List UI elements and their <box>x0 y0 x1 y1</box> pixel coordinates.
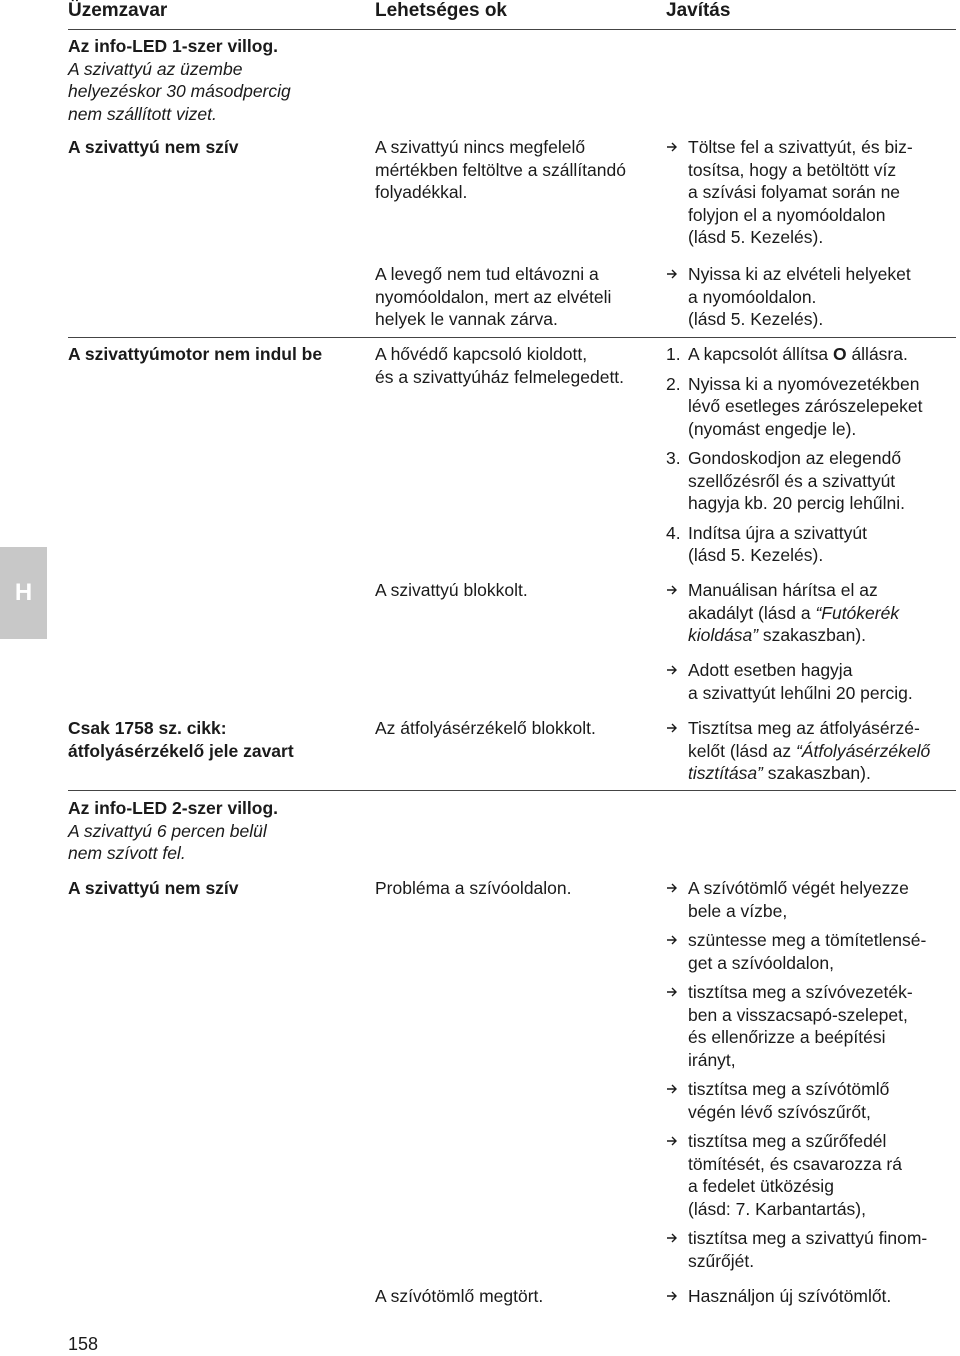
text-line: hagyja kb. 20 percig lehűlni. <box>688 493 905 513</box>
text-line: A hővédő kapcsoló kioldott, <box>375 344 588 364</box>
fix-item <box>666 981 956 1071</box>
step-number: 3. <box>666 448 681 468</box>
cause-text <box>375 263 665 331</box>
text-line: ben a visszacsapó-szelepet, <box>688 1004 908 1025</box>
cause-text: Az átfolyásérzékelő blokkolt. <box>375 718 596 738</box>
text-line: helyek le vannak zárva. <box>375 309 558 329</box>
right-arrow-icon <box>666 1135 678 1147</box>
text-line: A levegő nem tud eltávozni a <box>375 264 599 284</box>
step-item <box>666 343 956 366</box>
text-line: és ellenőrizze a beépítési <box>688 1027 886 1047</box>
fix-item <box>666 1078 956 1123</box>
row-divider <box>68 790 956 791</box>
text-line: tisztítsa meg a szivattyú finom- <box>688 1228 928 1248</box>
text-line: (lásd: 7. Karbantartás), <box>688 1198 866 1219</box>
column-header-fix: Javítás <box>666 0 731 21</box>
step-item <box>666 373 956 441</box>
text-line: tömítését, és csavarozza rá <box>688 1153 902 1174</box>
right-arrow-icon <box>666 1083 678 1095</box>
step-item <box>666 447 956 515</box>
step-number: 1. <box>666 344 681 364</box>
cause-text: Probléma a szívóoldalon. <box>375 878 572 898</box>
text-line: Indítsa újra a szivattyút <box>688 522 867 543</box>
text-line: szellőzésről és a szivattyút <box>688 470 896 491</box>
fix-list <box>666 877 956 1272</box>
fix-item <box>666 717 956 785</box>
right-arrow-icon <box>666 1232 678 1244</box>
right-arrow-icon <box>666 934 678 946</box>
section-reference: tisztítása” <box>688 763 763 783</box>
fix-item <box>666 136 956 249</box>
text-line: Gondoskodjon az elegendő <box>688 448 902 468</box>
text-line: szakaszban). <box>762 763 871 783</box>
text-line: Manuálisan hárítsa el az <box>688 580 878 600</box>
text-line: get a szívóoldalon, <box>688 952 834 973</box>
text-line: a fedelet ütközésig <box>688 1176 834 1196</box>
step-number: 2. <box>666 373 681 394</box>
fault-label: A szivattyú nem szív <box>68 137 239 157</box>
section-reference: “Futókerék <box>815 602 900 623</box>
section-desc: A szivattyú az üzembe <box>68 58 243 79</box>
section-desc: A szivattyú 6 percen belül <box>68 820 267 841</box>
fix-item <box>666 263 956 331</box>
section-info-led-1 <box>68 35 358 125</box>
right-arrow-icon <box>666 882 678 894</box>
text-line: irányt, <box>688 1049 736 1070</box>
fix-item <box>666 929 956 974</box>
text-line: A kapcsolót állítsa <box>688 344 833 364</box>
fix-item <box>666 579 956 647</box>
right-arrow-icon <box>666 722 678 734</box>
step-number: 4. <box>666 522 681 543</box>
fault-label: A szivattyú nem szív <box>68 878 239 898</box>
text-line: bele a vízbe, <box>688 900 788 921</box>
section-reference: “Átfolyásérzékelő <box>795 740 931 761</box>
right-arrow-icon <box>666 584 678 596</box>
page-number: 158 <box>68 1334 99 1354</box>
section-desc: nem szívott fel. <box>68 843 186 863</box>
text-line: Tisztítsa meg az átfolyásérzé- <box>688 718 920 738</box>
text-line: a szivattyút lehűlni 20 percig. <box>688 682 913 703</box>
cause-text: A szívótömlő megtört. <box>375 1286 544 1306</box>
text-line: és a szivattyúház felmelegedett. <box>375 366 625 387</box>
text-line: végén lévő szívószűrőt, <box>688 1101 871 1122</box>
text-line: állásra. <box>846 344 908 364</box>
text-line: szüntesse meg a tömítetlensé- <box>688 930 927 950</box>
text-line: a szívási folyamat során ne <box>688 182 901 202</box>
text-line: nyomóoldalon, mert az elvételi <box>375 286 612 307</box>
text-line: tisztítsa meg a szívóvezeték- <box>688 982 913 1002</box>
text-line: a nyomóoldalon. <box>688 286 817 307</box>
row-divider <box>68 337 956 338</box>
text-line: Használjon új szívótömlőt. <box>688 1286 892 1306</box>
text-line: tosítsa, hogy a betöltött víz <box>688 159 897 180</box>
language-tab <box>0 547 47 639</box>
fix-steps <box>666 343 956 567</box>
section-desc: nem szállított vizet. <box>68 103 217 124</box>
right-arrow-icon <box>666 1290 678 1302</box>
column-header-cause: Lehetséges ok <box>375 0 507 21</box>
fault-label <box>68 717 294 762</box>
right-arrow-icon <box>666 986 678 998</box>
header-divider <box>68 29 956 30</box>
text-line: tisztítsa meg a szívótömlő <box>688 1079 890 1099</box>
fault-label: A szivattyúmotor nem indul be <box>68 344 323 364</box>
text-line: Nyissa ki a nyomóvezetékben <box>688 373 920 394</box>
text-line: A szívótömlő végét helyezze <box>688 878 909 898</box>
right-arrow-icon <box>666 141 678 153</box>
text-line: Csak 1758 sz. cikk: <box>68 718 227 738</box>
right-arrow-icon <box>666 268 678 280</box>
text-line: (nyomást engedje le). <box>688 418 857 439</box>
fix-item <box>666 877 956 922</box>
section-title: Az info-LED 2-szer villog. <box>68 798 279 818</box>
text-line: szakaszban). <box>758 625 867 645</box>
text-line: tisztítsa meg a szűrőfedél <box>688 1131 887 1151</box>
text-line: (lásd 5. Kezelés). <box>688 545 824 565</box>
cause-text <box>375 136 665 204</box>
text-line: mértékben feltöltve a szállítandó <box>375 159 626 180</box>
fix-item <box>666 1285 956 1308</box>
right-arrow-icon <box>666 664 678 676</box>
switch-position: O <box>832 344 847 364</box>
text-line: Nyissa ki az elvételi helyeket <box>688 264 911 284</box>
language-tab-label: H <box>14 579 33 606</box>
column-header-fault: Üzemzavar <box>68 0 168 21</box>
section-info-led-2 <box>68 797 358 865</box>
text-line: lévő esetleges zárószelepeket <box>688 396 923 416</box>
cause-text <box>375 343 665 388</box>
text-line: szűrőjét. <box>688 1250 755 1271</box>
text-line: Töltse fel a szivattyút, és biz- <box>688 137 913 157</box>
text-line: átfolyásérzékelő jele zavart <box>68 740 294 761</box>
text-line: kelőt (lásd az <box>688 740 796 761</box>
step-item <box>666 522 956 567</box>
text-line: akadályt (lásd a <box>688 602 816 623</box>
fix-item <box>666 1227 956 1272</box>
text-line: folyadékkal. <box>375 182 468 202</box>
section-title: Az info-LED 1-szer villog. <box>68 36 279 56</box>
text-line: Adott esetben hagyja <box>688 660 853 680</box>
text-line: folyjon el a nyomóoldalon <box>688 204 886 225</box>
fix-item <box>666 1130 956 1220</box>
section-desc: helyezéskor 30 másodpercig <box>68 81 291 101</box>
cause-text: A szivattyú blokkolt. <box>375 580 528 600</box>
fix-item <box>666 659 956 704</box>
text-line: (lásd 5. Kezelés). <box>688 309 824 329</box>
text-line: A szivattyú nincs megfelelő <box>375 137 586 157</box>
section-reference: kioldása” <box>688 625 759 645</box>
text-line: (lásd 5. Kezelés). <box>688 227 824 247</box>
